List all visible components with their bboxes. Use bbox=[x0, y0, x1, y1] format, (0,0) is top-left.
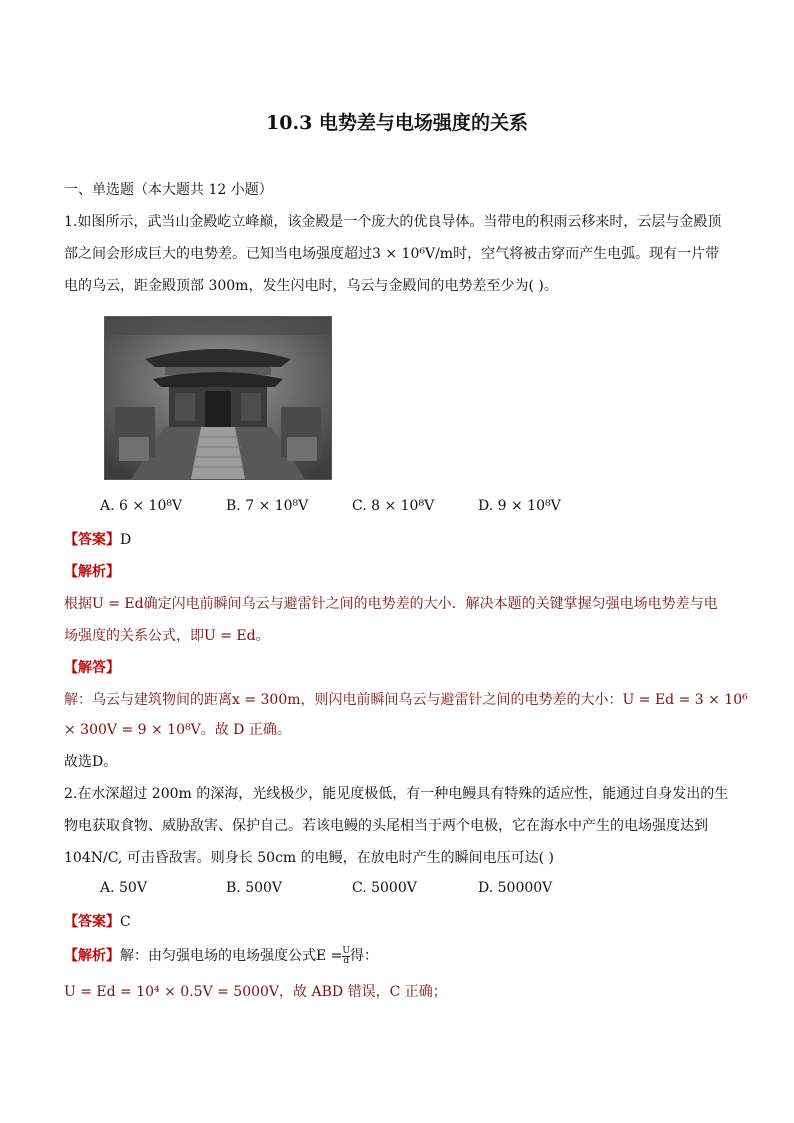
q2-text-line-2: 物电获取食物、威胁敌害、保护自己。若该电鳗的头尾相当于两个电极，它在海水中产生的电场强度达到 bbox=[64, 818, 708, 834]
q1-analysis-line-1: 根据U = Ed确定闪电前瞬间乌云与避雷针之间的电势差的大小．解决本题的关键掌握匀强电场电势差与电 bbox=[64, 596, 718, 612]
q1-option-c: C. 8 × 10⁸V bbox=[352, 498, 435, 514]
answer-label: 【答案】 bbox=[64, 532, 120, 548]
q1-analysis-line-2: 场强度的关系公式，即U = Ed。 bbox=[64, 628, 270, 644]
q2-option-d: D. 50000V bbox=[478, 880, 553, 896]
q2-answer bbox=[64, 912, 131, 932]
q2-option-b: B. 500V bbox=[226, 880, 283, 896]
answer-value: D bbox=[120, 532, 132, 548]
q2-option-a: A. 50V bbox=[100, 880, 147, 896]
q2-text-line-3: 104N/C, 可击昏敌害。则身长 50cm 的电鳗，在放电时产生的瞬间电压可达( ) bbox=[64, 850, 555, 866]
page-title: 10.3 电势差与电场强度的关系 bbox=[266, 112, 528, 134]
q1-text-line-2: 部之间会形成巨大的电势差。已知当电场强度超过3 × 10⁶V/m时，空气将被击穿而产生电弧。现有一片带 bbox=[64, 246, 720, 262]
q1-solution-label: 【解答】 bbox=[64, 660, 120, 676]
q1-solution-line-2: × 300V = 9 × 10⁸V。故 D 正确。 bbox=[64, 722, 291, 738]
q1-option-a: A. 6 × 10⁸V bbox=[100, 498, 183, 514]
section-heading: 一、单选题（本大题共 12 小题） bbox=[64, 182, 273, 198]
analysis-tail: 得： bbox=[350, 948, 378, 964]
answer-value: C bbox=[120, 914, 131, 930]
fraction-u-over-d: $\frac{U}{d}$ bbox=[342, 945, 350, 966]
answer-label: 【答案】 bbox=[64, 914, 120, 930]
q2-option-c: C. 5000V bbox=[352, 880, 417, 896]
q1-option-d: D. 9 × 10⁸V bbox=[478, 498, 561, 514]
q1-answer bbox=[64, 530, 131, 550]
q1-text-line-3: 电的乌云，距金殿顶部 300m，发生闪电时，乌云与金殿间的电势差至少为( )。 bbox=[64, 278, 558, 294]
q1-text-line-1: 1.如图所示，武当山金殿屹立峰巅，该金殿是一个庞大的优良导体。当带电的积雨云移来时，云层与金殿顶 bbox=[64, 214, 722, 230]
q2-text-line-1: 2.在水深超过 200m 的深海，光线极少，能见度极低，有一种电鳗具有特殊的适应性，能通过自身发出的生 bbox=[64, 786, 729, 802]
q1-conclusion: 故选D。 bbox=[64, 754, 118, 770]
q2-solution-line: U = Ed = 10⁴ × 0.5V = 5000V，故 ABD 错误，C 正确； bbox=[64, 984, 447, 1000]
analysis-text: 解：由匀强电场的电场强度公式E = bbox=[120, 948, 343, 964]
q1-option-b: B. 7 × 10⁸V bbox=[226, 498, 309, 514]
q1-solution-line-1: 解：乌云与建筑物间的距离x = 300m，则闪电前瞬间乌云与避雷针之间的电势差的大小：U = Ed = 3 × 10⁶ bbox=[64, 692, 748, 708]
analysis-label: 【解析】 bbox=[64, 948, 120, 964]
q2-analysis bbox=[64, 946, 378, 966]
q1-analysis-label: 【解析】 bbox=[64, 564, 120, 580]
golden-hall-photo bbox=[104, 316, 332, 480]
